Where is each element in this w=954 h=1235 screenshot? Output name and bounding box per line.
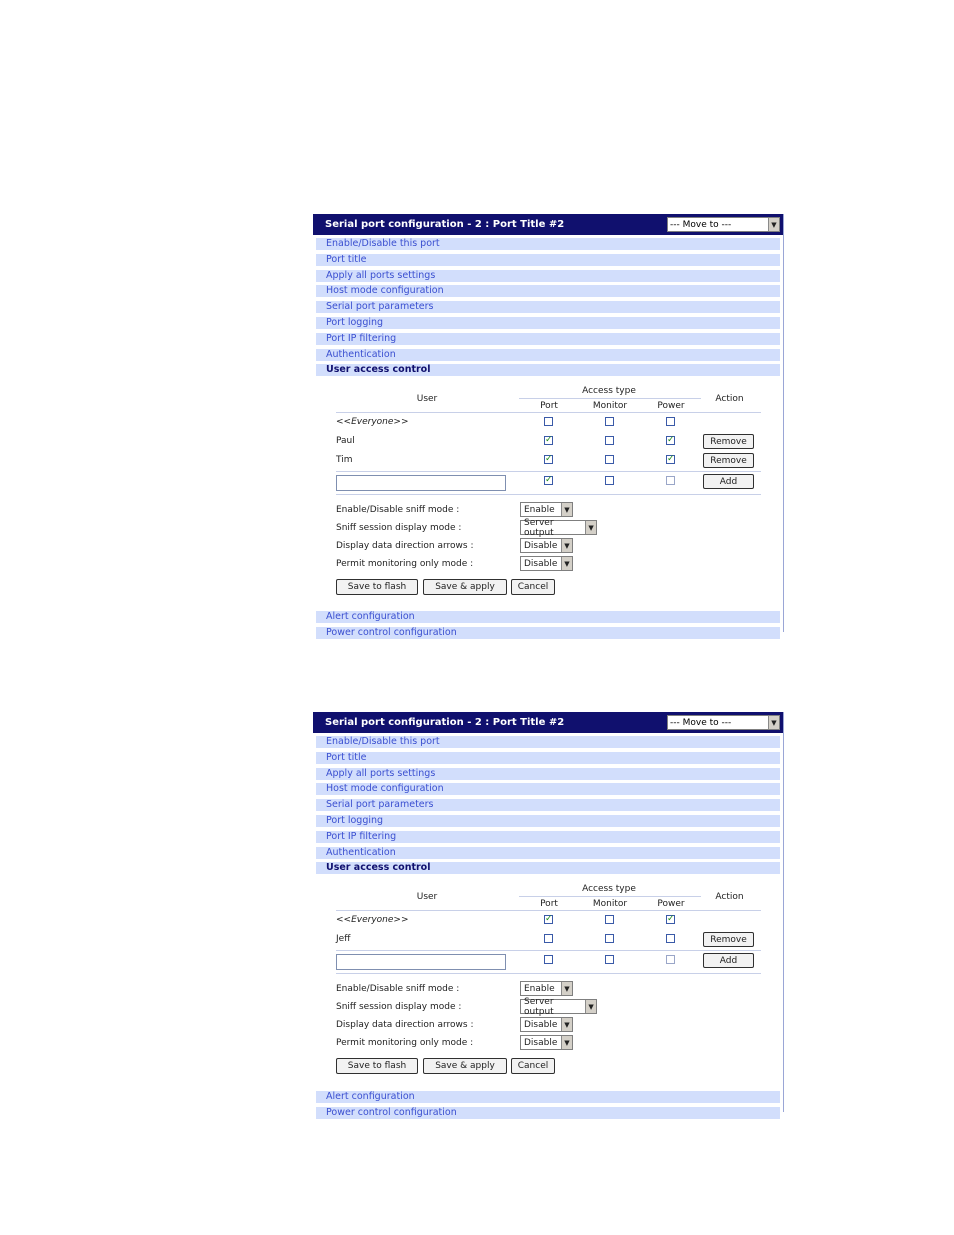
- port-checkbox[interactable]: ✓: [545, 435, 553, 446]
- cancel-button[interactable]: Cancel: [511, 579, 555, 595]
- option-row: [336, 502, 636, 520]
- port-checkbox[interactable]: ✓: [545, 454, 553, 465]
- table-header: [336, 884, 761, 911]
- user-column-header: User: [416, 394, 438, 405]
- power-checkbox[interactable]: [666, 955, 675, 964]
- option-row: [336, 981, 636, 999]
- option-label: Sniff session display mode :: [336, 1002, 462, 1013]
- add-button[interactable]: Add: [703, 953, 754, 968]
- access-type-divider: [519, 398, 701, 399]
- chevron-down-icon: ▼: [561, 503, 572, 516]
- option-value: Disable: [524, 1019, 558, 1030]
- option-label: Enable/Disable sniff mode :: [336, 505, 460, 516]
- option-select[interactable]: [520, 556, 573, 571]
- panel-header: [313, 712, 783, 733]
- monitor-column-header: Monitor: [592, 899, 628, 910]
- monitor-checkbox[interactable]: [605, 915, 614, 924]
- section-link-authentication[interactable]: Authentication: [316, 349, 780, 361]
- section-link-apply-all-ports-settings[interactable]: Apply all ports settings: [316, 270, 780, 282]
- section-link-alert-configuration[interactable]: Alert configuration: [316, 611, 780, 623]
- remove-button[interactable]: Remove: [703, 434, 754, 449]
- option-value: Server output: [524, 996, 554, 1017]
- option-value: Server output: [524, 517, 554, 538]
- access-table: [336, 386, 761, 495]
- monitor-column-header: Monitor: [592, 401, 628, 412]
- option-row: [336, 1035, 636, 1053]
- power-column-header: Power: [657, 401, 685, 412]
- move-to-select[interactable]: [667, 715, 780, 730]
- chevron-down-icon: ▼: [561, 1036, 572, 1049]
- user-column-header: User: [416, 892, 438, 903]
- save-apply-button[interactable]: Save & apply: [423, 1058, 507, 1074]
- monitor-checkbox[interactable]: [605, 955, 614, 964]
- chevron-down-icon: ▼: [561, 982, 572, 995]
- power-checkbox[interactable]: [666, 417, 675, 426]
- section-link-authentication[interactable]: Authentication: [316, 847, 780, 859]
- option-value: Enable: [524, 983, 555, 994]
- move-to-value: --- Move to ---: [670, 219, 732, 230]
- user-name: Jeff: [336, 934, 351, 945]
- move-to-value: --- Move to ---: [670, 717, 732, 728]
- user-name: <<Everyone>>: [336, 417, 409, 428]
- section-link-port-title[interactable]: Port title: [316, 752, 780, 764]
- section-user-access-control[interactable]: User access control: [316, 862, 780, 874]
- power-checkbox[interactable]: [666, 476, 675, 485]
- port-config-panel-2: [313, 712, 784, 1118]
- save-to-flash-button[interactable]: Save to flash: [336, 1058, 418, 1074]
- new-user-input[interactable]: [336, 475, 506, 491]
- panel-title: Serial port configuration - 2 : Port Title #2: [325, 717, 565, 728]
- port-config-panel-1: [313, 214, 784, 638]
- port-checkbox[interactable]: ✓: [545, 475, 553, 486]
- port-checkbox[interactable]: [544, 955, 553, 964]
- user-name: Tim: [336, 455, 353, 466]
- option-select[interactable]: [520, 502, 573, 517]
- access-type-divider: [519, 896, 701, 897]
- option-select[interactable]: [520, 517, 597, 538]
- option-label: Display data direction arrows :: [336, 541, 474, 552]
- section-link-enable-disable-this-port[interactable]: Enable/Disable this port: [316, 736, 780, 748]
- chevron-down-icon: ▼: [768, 218, 779, 231]
- power-checkbox[interactable]: [666, 934, 675, 943]
- remove-button[interactable]: Remove: [703, 932, 754, 947]
- chevron-down-icon: ▼: [585, 521, 596, 534]
- section-list: [313, 736, 783, 874]
- add-button[interactable]: Add: [703, 474, 754, 489]
- table-row: [336, 911, 761, 930]
- option-label: Enable/Disable sniff mode :: [336, 984, 460, 995]
- port-checkbox[interactable]: [544, 934, 553, 943]
- option-row: [336, 517, 636, 538]
- section-link-port-logging[interactable]: Port logging: [316, 317, 780, 329]
- section-link-power-control-configuration[interactable]: Power control configuration: [316, 1107, 780, 1119]
- port-column-header: Port: [540, 401, 558, 412]
- option-row: [336, 538, 636, 556]
- new-user-row: [336, 950, 761, 974]
- option-value: Disable: [524, 558, 558, 569]
- panel-header: [313, 214, 783, 235]
- chevron-down-icon: ▼: [561, 539, 572, 552]
- section-list-after: [313, 1091, 783, 1119]
- section-link-apply-all-ports-settings[interactable]: Apply all ports settings: [316, 768, 780, 780]
- power-column-header: Power: [657, 899, 685, 910]
- section-link-host-mode-configuration[interactable]: Host mode configuration: [316, 285, 780, 297]
- option-select[interactable]: [520, 538, 573, 553]
- section-link-serial-port-parameters[interactable]: Serial port parameters: [316, 799, 780, 811]
- action-column-header: Action: [715, 892, 744, 903]
- option-row: [336, 556, 636, 574]
- user-name: Paul: [336, 436, 355, 447]
- new-user-input[interactable]: [336, 954, 506, 970]
- action-column-header: Action: [715, 394, 744, 405]
- option-select[interactable]: [520, 981, 573, 996]
- cancel-button[interactable]: Cancel: [511, 1058, 555, 1074]
- option-value: Enable: [524, 504, 555, 515]
- section-link-alert-configuration[interactable]: Alert configuration: [316, 1091, 780, 1103]
- table-row: [336, 432, 761, 451]
- option-row: [336, 996, 636, 1017]
- option-select[interactable]: [520, 1035, 573, 1050]
- save-to-flash-button[interactable]: Save to flash: [336, 579, 418, 595]
- option-row: [336, 1017, 636, 1035]
- port-checkbox[interactable]: ✓: [545, 914, 553, 925]
- power-checkbox[interactable]: ✓: [667, 914, 675, 925]
- chevron-down-icon: ▼: [561, 557, 572, 570]
- access-table: [336, 884, 761, 974]
- option-label: Permit monitoring only mode :: [336, 1038, 474, 1049]
- power-checkbox[interactable]: ✓: [667, 454, 675, 465]
- section-link-port-ip-filtering[interactable]: Port IP filtering: [316, 333, 780, 345]
- monitor-checkbox[interactable]: [605, 934, 614, 943]
- section-link-port-title[interactable]: Port title: [316, 254, 780, 266]
- user-access-control-body: [313, 878, 783, 1088]
- new-user-row: [336, 471, 761, 495]
- remove-button[interactable]: Remove: [703, 453, 754, 468]
- power-checkbox[interactable]: ✓: [667, 435, 675, 446]
- option-select[interactable]: [520, 996, 597, 1017]
- access-type-header: Access type: [582, 386, 636, 397]
- monitor-checkbox[interactable]: [605, 455, 614, 464]
- section-link-enable-disable-this-port[interactable]: Enable/Disable this port: [316, 238, 780, 250]
- access-type-header: Access type: [582, 884, 636, 895]
- section-list: [313, 238, 783, 376]
- table-row: [336, 930, 761, 949]
- chevron-down-icon: ▼: [585, 1000, 596, 1013]
- panel-title: Serial port configuration - 2 : Port Title #2: [325, 219, 565, 230]
- user-name: <<Everyone>>: [336, 915, 409, 926]
- port-column-header: Port: [540, 899, 558, 910]
- option-label: Sniff session display mode :: [336, 523, 462, 534]
- section-link-power-control-configuration[interactable]: Power control configuration: [316, 627, 780, 639]
- monitor-checkbox[interactable]: [605, 417, 614, 426]
- section-user-access-control[interactable]: User access control: [316, 364, 780, 376]
- section-link-port-ip-filtering[interactable]: Port IP filtering: [316, 831, 780, 843]
- save-apply-button[interactable]: Save & apply: [423, 579, 507, 595]
- section-list-after: [313, 611, 783, 639]
- port-checkbox[interactable]: [544, 417, 553, 426]
- chevron-down-icon: ▼: [561, 1018, 572, 1031]
- section-link-port-logging[interactable]: Port logging: [316, 815, 780, 827]
- chevron-down-icon: ▼: [768, 716, 779, 729]
- option-label: Display data direction arrows :: [336, 1020, 474, 1031]
- option-value: Disable: [524, 1037, 558, 1048]
- table-row: [336, 413, 761, 432]
- table-row: [336, 451, 761, 470]
- user-access-control-body: [313, 380, 783, 608]
- option-value: Disable: [524, 540, 558, 551]
- table-header: [336, 386, 761, 413]
- section-link-serial-port-parameters[interactable]: Serial port parameters: [316, 301, 780, 313]
- move-to-select[interactable]: [667, 217, 780, 232]
- monitor-checkbox[interactable]: [605, 476, 614, 485]
- monitor-checkbox[interactable]: [605, 436, 614, 445]
- option-select[interactable]: [520, 1017, 573, 1032]
- section-link-host-mode-configuration[interactable]: Host mode configuration: [316, 783, 780, 795]
- option-label: Permit monitoring only mode :: [336, 559, 474, 570]
